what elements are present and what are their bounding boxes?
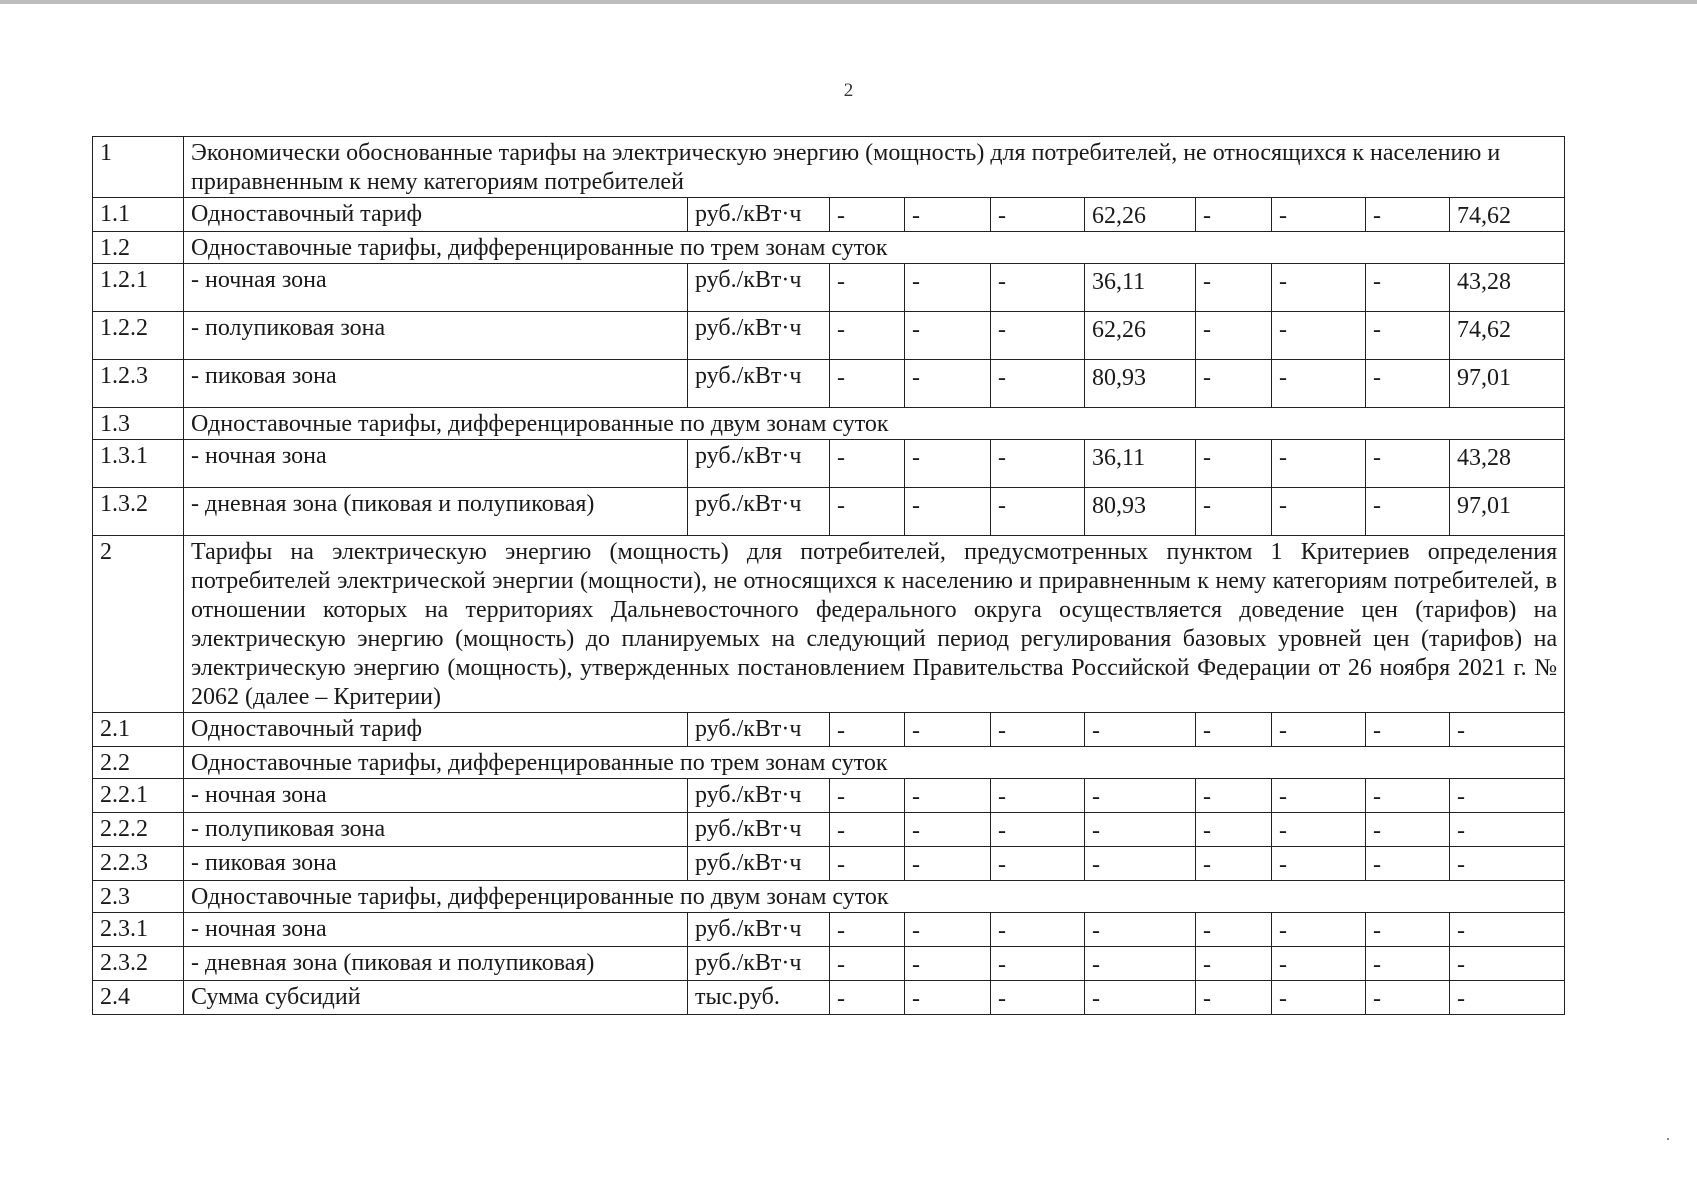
row-name: - полупиковая зона (184, 312, 688, 360)
section-title: Экономически обоснованные тарифы на электрическую энергию (мощность) для потребителей, не относящихся к населению и приравненным к нему категориям потребителей (184, 137, 1565, 198)
row-name: - пиковая зона (184, 847, 688, 881)
value-cell: - (1085, 913, 1196, 947)
page-number: 2 (843, 80, 854, 101)
value-cell: - (830, 264, 905, 312)
value-cell: 74,62 (1450, 198, 1565, 232)
value-cell: - (1196, 488, 1272, 536)
value-cell: - (1196, 198, 1272, 232)
value-cell: - (991, 713, 1085, 747)
unit-cell: руб./кВт·ч (688, 440, 830, 488)
table-row (93, 198, 1565, 232)
section-title: Одноставочные тарифы, дифференцированные по трем зонам суток (184, 232, 1565, 264)
value-cell: - (905, 947, 991, 981)
table-row (93, 440, 1565, 488)
value-cell: - (1196, 264, 1272, 312)
table-row (93, 813, 1565, 847)
value-cell: - (830, 312, 905, 360)
value-cell: - (1450, 847, 1565, 881)
value-cell: - (905, 440, 991, 488)
row-name: - полупиковая зона (184, 813, 688, 847)
unit-cell: руб./кВт·ч (688, 488, 830, 536)
value-cell: 43,28 (1450, 264, 1565, 312)
value-cell: 43,28 (1450, 440, 1565, 488)
value-cell: - (991, 981, 1085, 1015)
value-cell: - (905, 813, 991, 847)
value-cell: - (1272, 312, 1366, 360)
value-cell: - (905, 713, 991, 747)
row-code: 1.3 (93, 408, 184, 440)
section-row (93, 232, 1565, 264)
row-code: 1 (93, 137, 184, 198)
row-name: Сумма субсидий (184, 981, 688, 1015)
row-code: 2.2.3 (93, 847, 184, 881)
value-cell: 97,01 (1450, 360, 1565, 408)
value-cell: - (1085, 713, 1196, 747)
row-name: - ночная зона (184, 264, 688, 312)
value-cell: - (991, 913, 1085, 947)
value-cell: - (991, 847, 1085, 881)
value-cell: - (1196, 440, 1272, 488)
value-cell: - (1366, 981, 1450, 1015)
row-name: - ночная зона (184, 913, 688, 947)
table-row (93, 981, 1565, 1015)
row-name: - ночная зона (184, 440, 688, 488)
row-code: 2 (93, 536, 184, 713)
value-cell: - (1085, 947, 1196, 981)
value-cell: - (905, 264, 991, 312)
value-cell: - (1272, 360, 1366, 408)
section-title: Одноставочные тарифы, дифференцированные по трем зонам суток (184, 747, 1565, 779)
row-name: - дневная зона (пиковая и полупиковая) (184, 947, 688, 981)
value-cell: - (1366, 360, 1450, 408)
value-cell: - (1366, 779, 1450, 813)
value-cell: - (991, 440, 1085, 488)
value-cell: - (1450, 813, 1565, 847)
row-name: Одноставочный тариф (184, 713, 688, 747)
value-cell: - (905, 488, 991, 536)
value-cell: - (1450, 947, 1565, 981)
value-cell: - (991, 312, 1085, 360)
value-cell: - (830, 813, 905, 847)
unit-cell: руб./кВт·ч (688, 312, 830, 360)
value-cell: - (1085, 847, 1196, 881)
section-title: Одноставочные тарифы, дифференцированные по двум зонам суток (184, 408, 1565, 440)
value-cell: - (905, 847, 991, 881)
row-name: - пиковая зона (184, 360, 688, 408)
row-code: 2.3.2 (93, 947, 184, 981)
unit-cell: руб./кВт·ч (688, 713, 830, 747)
table-row (93, 947, 1565, 981)
value-cell: - (1085, 813, 1196, 847)
value-cell: - (1450, 713, 1565, 747)
value-cell: - (1450, 913, 1565, 947)
tariff-table (92, 136, 1565, 1015)
value-cell: 80,93 (1085, 488, 1196, 536)
value-cell: - (830, 713, 905, 747)
value-cell: - (991, 264, 1085, 312)
value-cell: - (1196, 779, 1272, 813)
table-row (93, 847, 1565, 881)
value-cell: - (1366, 440, 1450, 488)
value-cell: - (991, 360, 1085, 408)
value-cell: - (905, 312, 991, 360)
value-cell: - (1196, 360, 1272, 408)
row-code: 2.2 (93, 747, 184, 779)
value-cell: - (1196, 713, 1272, 747)
unit-cell: руб./кВт·ч (688, 847, 830, 881)
value-cell: - (1272, 198, 1366, 232)
table-row (93, 264, 1565, 312)
value-cell: - (991, 488, 1085, 536)
value-cell: 36,11 (1085, 264, 1196, 312)
value-cell: - (830, 913, 905, 947)
row-name: - дневная зона (пиковая и полупиковая) (184, 488, 688, 536)
value-cell: - (1366, 913, 1450, 947)
value-cell: - (1272, 713, 1366, 747)
value-cell: - (830, 947, 905, 981)
value-cell: - (991, 198, 1085, 232)
value-cell: - (1196, 981, 1272, 1015)
value-cell: - (830, 488, 905, 536)
unit-cell: руб./кВт·ч (688, 198, 830, 232)
unit-cell: руб./кВт·ч (688, 913, 830, 947)
value-cell: - (905, 913, 991, 947)
table-row (93, 779, 1565, 813)
value-cell: - (1366, 198, 1450, 232)
table-row (93, 360, 1565, 408)
value-cell: - (991, 813, 1085, 847)
value-cell: - (991, 947, 1085, 981)
unit-cell: руб./кВт·ч (688, 264, 830, 312)
row-code: 2.1 (93, 713, 184, 747)
value-cell: - (830, 198, 905, 232)
value-cell: 62,26 (1085, 198, 1196, 232)
value-cell: - (1366, 813, 1450, 847)
value-cell: - (1196, 847, 1272, 881)
value-cell: - (1272, 440, 1366, 488)
value-cell: 80,93 (1085, 360, 1196, 408)
row-code: 1.2.3 (93, 360, 184, 408)
value-cell: - (1366, 713, 1450, 747)
value-cell: - (1272, 779, 1366, 813)
row-code: 2.3 (93, 881, 184, 913)
value-cell: - (1272, 488, 1366, 536)
value-cell: - (1085, 779, 1196, 813)
section-row (93, 536, 1565, 713)
row-code: 2.4 (93, 981, 184, 1015)
section-title: Тарифы на электрическую энергию (мощность) для потребителей, предусмотренных пунктом 1 Критериев определения потребителей электрической энергии (мощности), не относящихся к населению и приравненным к нему категориям потребителей, в отношении которых на территориях Дальневосточного федерального округа осуществляется доведение цен (тарифов) на электрическую энергию (мощность) до планируемых на следующий период регулирования базовых уровней цен (тарифов) на электрическую энергию (мощность), утвержденных постановлением Правительства Российской Федерации от 26 ноября 2021 г. № 2062 (далее – Критерии) (184, 536, 1565, 713)
value-cell: - (1272, 264, 1366, 312)
section-row (93, 747, 1565, 779)
value-cell: 36,11 (1085, 440, 1196, 488)
row-name: - ночная зона (184, 779, 688, 813)
row-code: 2.2.1 (93, 779, 184, 813)
value-cell: - (1196, 312, 1272, 360)
value-cell: 62,26 (1085, 312, 1196, 360)
value-cell: - (1366, 312, 1450, 360)
value-cell: - (1196, 947, 1272, 981)
value-cell: - (830, 779, 905, 813)
value-cell: - (1272, 813, 1366, 847)
row-code: 1.2.1 (93, 264, 184, 312)
value-cell: - (1450, 981, 1565, 1015)
value-cell: - (1272, 913, 1366, 947)
value-cell: - (905, 779, 991, 813)
value-cell: - (830, 847, 905, 881)
section-row (93, 137, 1565, 198)
value-cell: - (905, 981, 991, 1015)
value-cell: - (905, 198, 991, 232)
value-cell: - (1450, 779, 1565, 813)
table-row (93, 488, 1565, 536)
section-title: Одноставочные тарифы, дифференцированные по двум зонам суток (184, 881, 1565, 913)
value-cell: - (905, 360, 991, 408)
table-row (93, 713, 1565, 747)
row-code: 1.1 (93, 198, 184, 232)
value-cell: - (991, 779, 1085, 813)
value-cell: - (1366, 264, 1450, 312)
row-code: 1.3.1 (93, 440, 184, 488)
row-name: Одноставочный тариф (184, 198, 688, 232)
value-cell: - (1272, 847, 1366, 881)
scan-top-edge (0, 0, 1697, 4)
row-code: 1.3.2 (93, 488, 184, 536)
value-cell: - (1272, 947, 1366, 981)
unit-cell: тыс.руб. (688, 981, 830, 1015)
row-code: 1.2.2 (93, 312, 184, 360)
value-cell: - (830, 440, 905, 488)
unit-cell: руб./кВт·ч (688, 813, 830, 847)
scan-speck (1667, 1138, 1669, 1140)
value-cell: - (1196, 913, 1272, 947)
row-code: 2.3.1 (93, 913, 184, 947)
value-cell: - (1196, 813, 1272, 847)
value-cell: - (830, 981, 905, 1015)
section-row (93, 881, 1565, 913)
value-cell: - (1366, 847, 1450, 881)
value-cell: - (1272, 981, 1366, 1015)
section-row (93, 408, 1565, 440)
table-row (93, 312, 1565, 360)
value-cell: 74,62 (1450, 312, 1565, 360)
row-code: 2.2.2 (93, 813, 184, 847)
value-cell: - (830, 360, 905, 408)
value-cell: - (1366, 488, 1450, 536)
value-cell: 97,01 (1450, 488, 1565, 536)
value-cell: - (1366, 947, 1450, 981)
unit-cell: руб./кВт·ч (688, 360, 830, 408)
row-code: 1.2 (93, 232, 184, 264)
unit-cell: руб./кВт·ч (688, 947, 830, 981)
tariff-table-body (93, 137, 1565, 1015)
table-row (93, 913, 1565, 947)
value-cell: - (1085, 981, 1196, 1015)
unit-cell: руб./кВт·ч (688, 779, 830, 813)
